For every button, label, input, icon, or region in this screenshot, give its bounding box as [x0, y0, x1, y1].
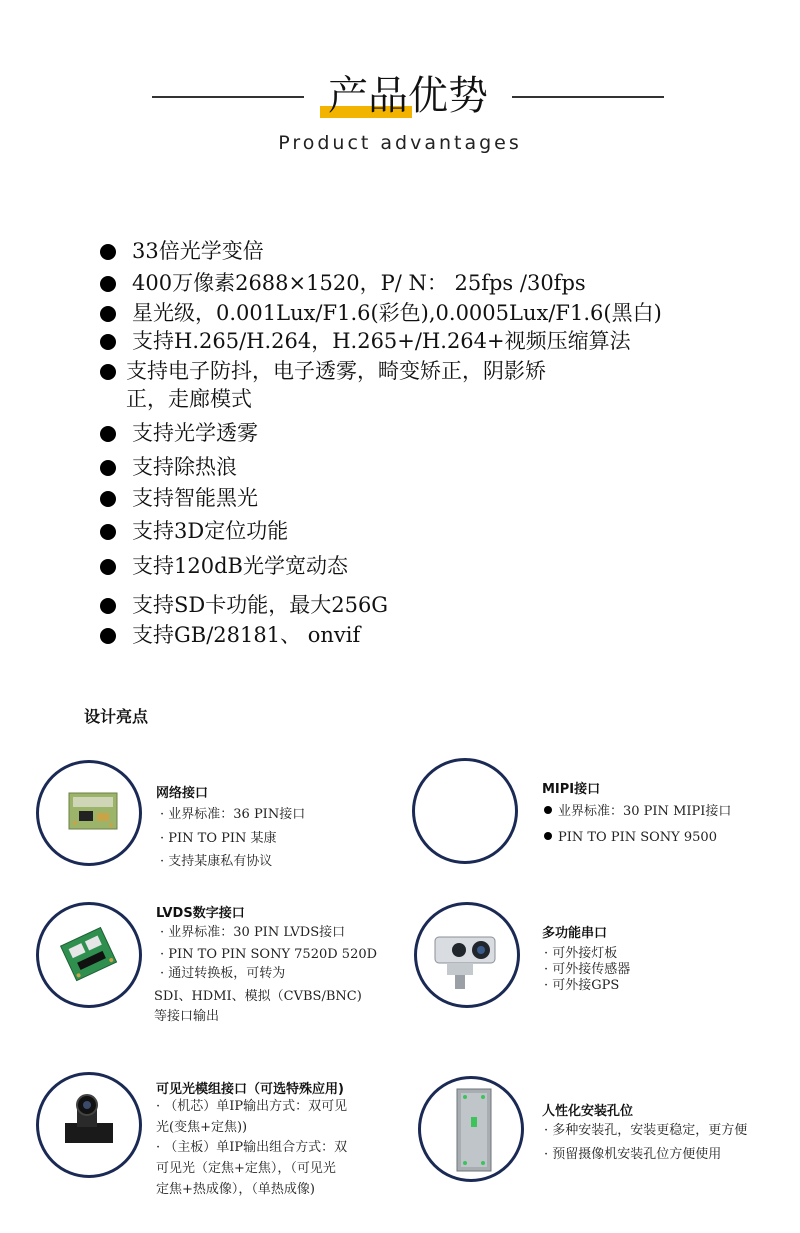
card-title-serial: 多功能串口 [542, 926, 608, 941]
camera-module-icon [39, 1075, 139, 1175]
card-title-lvds: LVDS数字接口 [156, 906, 245, 921]
card-line: · PIN TO PIN 某康 [160, 831, 277, 846]
card-line: · 预留摄像机安装孔位方便使用 [544, 1147, 722, 1162]
network-board-image [36, 760, 142, 866]
card-line: · （机芯）单IP输出方式：双可见 [156, 1099, 348, 1114]
mount-plate-image [418, 1076, 524, 1182]
card-line [544, 803, 731, 821]
bullet-icon [100, 426, 116, 442]
feature-text: 支持GB/28181、 onvif [132, 623, 361, 647]
feature-text: 支持电子防抖，电子透雾，畸变矫正，阴影矫 [126, 359, 546, 383]
card-line: 等接口输出 [154, 1009, 220, 1024]
card-title-mipi: MIPI接口 [542, 782, 601, 797]
circuit-board-icon [39, 905, 139, 1005]
bullet-icon [100, 364, 116, 380]
card-line: 光(变焦+定焦)) [156, 1120, 248, 1135]
circuit-board-icon [39, 763, 139, 863]
bullet-icon [100, 491, 116, 507]
feature-text: 400万像素2688×1520，P/ N： 25fps /30fps [132, 271, 586, 295]
bullet-icon [100, 306, 116, 322]
bullet-icon [100, 559, 116, 575]
bullet-icon [100, 244, 116, 260]
feature-text: 支持SD卡功能，最大256G [132, 593, 389, 617]
bullet-icon [544, 806, 552, 814]
title-block [320, 70, 496, 126]
feature-text-continued: 正，走廊模式 [126, 387, 252, 411]
card-line-text: PIN TO PIN SONY 9500 [558, 830, 717, 845]
card-line: · 可外接传感器 [544, 962, 631, 977]
feature-text: 支持H.265/H.264，H.265+/H.264+视频压缩算法 [132, 329, 631, 353]
card-line: · 通过转换板，可转为 [160, 966, 286, 981]
bullet-icon [100, 460, 116, 476]
feature-text: 33倍光学变倍 [132, 239, 264, 263]
card-line: · 可外接灯板 [544, 946, 618, 961]
card-line: · PIN TO PIN SONY 7520D 520D [160, 947, 378, 962]
title-rule-right [512, 96, 664, 98]
card-title-visible: 可见光模组接口（可选特殊应用) [156, 1082, 344, 1097]
mipi-image [412, 758, 518, 864]
visible-module-image [36, 1072, 142, 1178]
card-title-mount: 人性化安装孔位 [542, 1104, 634, 1119]
feature-text: 支持除热浪 [132, 455, 237, 479]
bullet-icon [544, 832, 552, 840]
feature-text: 支持3D定位功能 [132, 519, 289, 543]
card-line: · 业界标准：30 PIN LVDS接口 [160, 925, 346, 940]
card-line: · 可外接GPS [544, 978, 620, 993]
card-line: · 多种安装孔，安装更稳定，更方便 [544, 1123, 748, 1138]
card-line: SDI、HDMI、模拟（CVBS/BNC) [154, 989, 362, 1004]
feature-text: 支持光学透雾 [132, 421, 258, 445]
page-subtitle: Product advantages [278, 132, 522, 154]
card-line: · （主板）单IP输出组合方式：双 [156, 1140, 348, 1155]
mount-plate-icon [421, 1079, 521, 1179]
card-line [544, 829, 717, 847]
card-line: 定焦+热成像），（单热成像) [156, 1182, 315, 1197]
card-line-text: 业界标准：30 PIN MIPI接口 [558, 804, 732, 819]
bullet-icon [100, 334, 116, 350]
feature-text: 支持智能黑光 [132, 486, 258, 510]
card-title-network: 网络接口 [156, 786, 209, 801]
bullet-icon [100, 628, 116, 644]
page-title: 产品优势 [328, 73, 488, 119]
card-line: 可见光（定焦+定焦），（可见光 [156, 1161, 336, 1176]
serial-camera-image [414, 902, 520, 1008]
bullet-icon [100, 524, 116, 540]
title-rule-left [152, 96, 304, 98]
camera-icon [417, 905, 517, 1005]
section-title: 设计亮点 [84, 707, 149, 726]
lvds-board-image [36, 902, 142, 1008]
card-line: · 支持某康私有协议 [160, 854, 273, 869]
feature-text: 支持120dB光学宽动态 [132, 554, 348, 578]
bullet-icon [100, 598, 116, 614]
card-line: · 业界标准：36 PIN接口 [160, 807, 306, 822]
bullet-icon [100, 276, 116, 292]
feature-text: 星光级，0.001Lux/F1.6(彩色),0.0005Lux/F1.6(黑白) [132, 301, 662, 325]
